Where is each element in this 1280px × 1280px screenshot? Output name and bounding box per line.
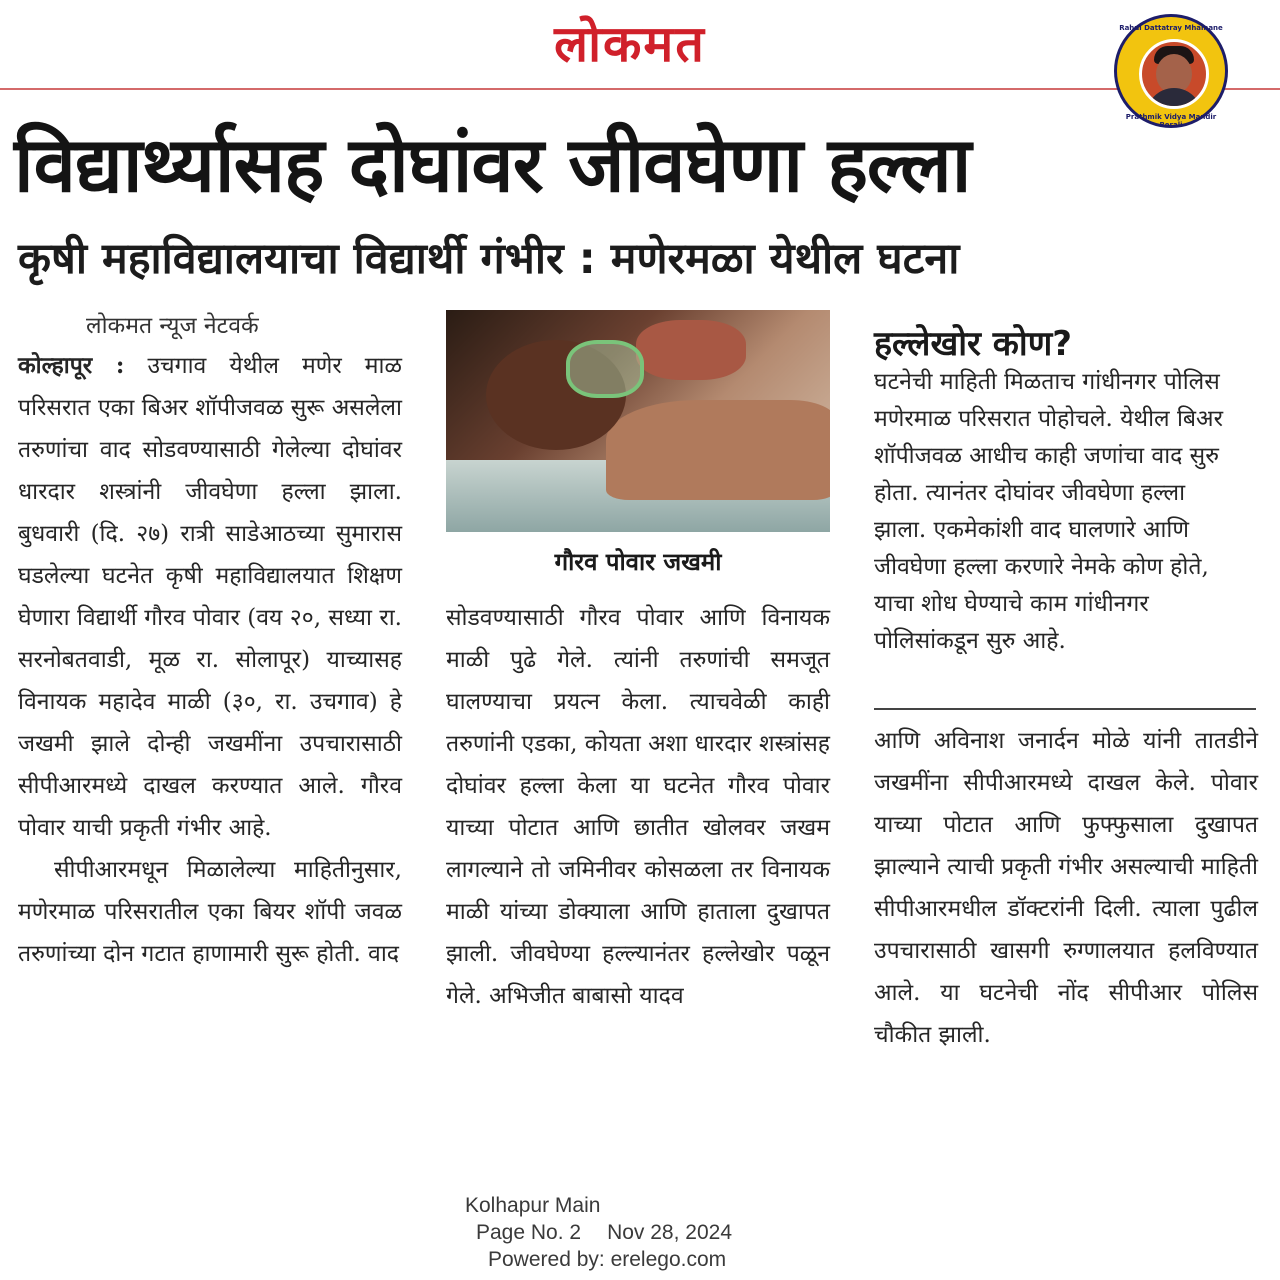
- headline: विद्यार्थ्यासह दोघांवर जीवघेणा हल्ला: [14, 120, 971, 209]
- news-photo: [446, 310, 830, 532]
- page-footer: [440, 1192, 800, 1273]
- photo-hand: [636, 320, 746, 380]
- avatar: [1139, 39, 1209, 109]
- sidebar-box-text: घटनेची माहिती मिळताच गांधीनगर पोलिस मणेरमाळ परिसरात पोहोचले. येथील बिअर शॉपीजवळ आधीच काही जणांचा वाद सुरु होता. त्यानंतर दोघांवर जीवघेणा हल्ला झाला. एकमेकांशी वाद घालणारे आणि जीवघेणा हल्ला करणारे नेमके कोण होते, याचा शोध घेण्याचे काम गांधीनगर पोलिसांकडून सुरु आहे.: [874, 369, 1224, 654]
- footer-page: Page No. 2: [476, 1221, 582, 1244]
- byline: लोकमत न्यूज नेटवर्क: [86, 313, 259, 339]
- article-column-1: [18, 345, 402, 975]
- sidebar-box-divider: [874, 708, 1256, 710]
- paragraph-1-text: उचगाव येथील मणेर माळ परिसरात एका बिअर शॉपीजवळ सुरू असलेला तरुणांचा वाद सोडवण्यासाठी गेलेल्या दोघांवर धारदार शस्त्रांनी जीवघेणा हल्ला झाला. बुधवारी (दि. २७) रात्री साडेआठच्या सुमारास घडलेल्या घटनेत कृषी महाविद्यालयात शिक्षण घेणारा विद्यार्थी गौरव पोवार (वय २०, सध्या रा. सरनोबतवाडी, मूळ रा. सोलापूर) याच्यासह विनायक महादेव माळी (३०, रा. उचगाव) हे जखमी झाले दोन्ही जखमींना उपचारासाठी सीपीआरमध्ये दाखल करण्यात आले. गौरव पोवार याची प्रकृती गंभीर आहे.: [18, 353, 402, 841]
- photo-caption: गौरव पोवार जखमी: [554, 548, 722, 576]
- article-paragraph-2: सीपीआरमधून मिळालेल्या माहितीनुसार, मणेरमाळ परिसरातील एका बियर शॉपी जवळ तरुणांच्या दोन गटात हाणामारी सुरू होती. वाद: [18, 857, 402, 967]
- subheadline: कृषी महाविद्यालयाचा विद्यार्थी गंभीर : मणेरमळा येथील घटना: [18, 234, 960, 284]
- article-paragraph-1: [18, 345, 402, 849]
- sidebar-box-title: हल्लेखोर कोण?: [874, 324, 1073, 364]
- badge-school: Prathmik Vidya Mandir Berali: [1125, 113, 1217, 129]
- footer-powered: Powered by: erelego.com: [488, 1248, 727, 1271]
- dateline: कोल्हापूर :: [18, 352, 125, 379]
- sidebar-box-body: [874, 364, 1244, 660]
- footer-page-info: [440, 1219, 800, 1246]
- footer-edition: Kolhapur Main: [465, 1194, 601, 1217]
- article-column-3: [874, 720, 1258, 1056]
- column-3-text: आणि अविनाश जनार्दन मोळे यांनी तातडीने जखमींना सीपीआरमध्ये दाखल केले. पोवार याच्या पोटात आणि फुफ्फुसाला दुखापत झाल्याने त्याची प्रकृती गंभीर असल्याची माहिती सीपीआरमधील डॉक्टरांनी दिली. त्याला पुढील उपचारासाठी खासगी रुग्णालयात हलविण्यात आले. या घटनेची नोंद सीपीआर पोलिस चौकीत झाली.: [874, 728, 1258, 1048]
- article-column-2: [446, 597, 830, 1017]
- masthead-logo: लोकमत: [554, 14, 706, 73]
- badge-name: Rahul Dattatray Mhamane: [1119, 24, 1223, 32]
- avatar-body: [1146, 88, 1202, 109]
- photo-chest: [606, 400, 830, 500]
- footer-date: Nov 28, 2024: [607, 1221, 733, 1244]
- oxygen-mask: [566, 340, 644, 398]
- column-2-text: सोडवण्यासाठी गौरव पोवार आणि विनायक माळी पुढे गेले. त्यांनी तरुणांची समजूत घालण्याचा प्रयत्न केला. त्याचवेळी काही तरुणांनी एडका, कोयता अशा धारदार शस्त्रांसह दोघांवर हल्ला केला या घटनेत गौरव पोवार याच्या पोटात आणि छातीत खोलवर जखम लागल्याने तो जमिनीवर कोसळला तर विनायक माळी यांच्या डोक्याला आणि हाताला दुखापत झाली. जीवघेण्या हल्ल्यानंतर हल्लेखोर पळून गेले. अभिजीत बाबासो यादव: [446, 605, 830, 1009]
- masthead-rule: [0, 88, 1280, 90]
